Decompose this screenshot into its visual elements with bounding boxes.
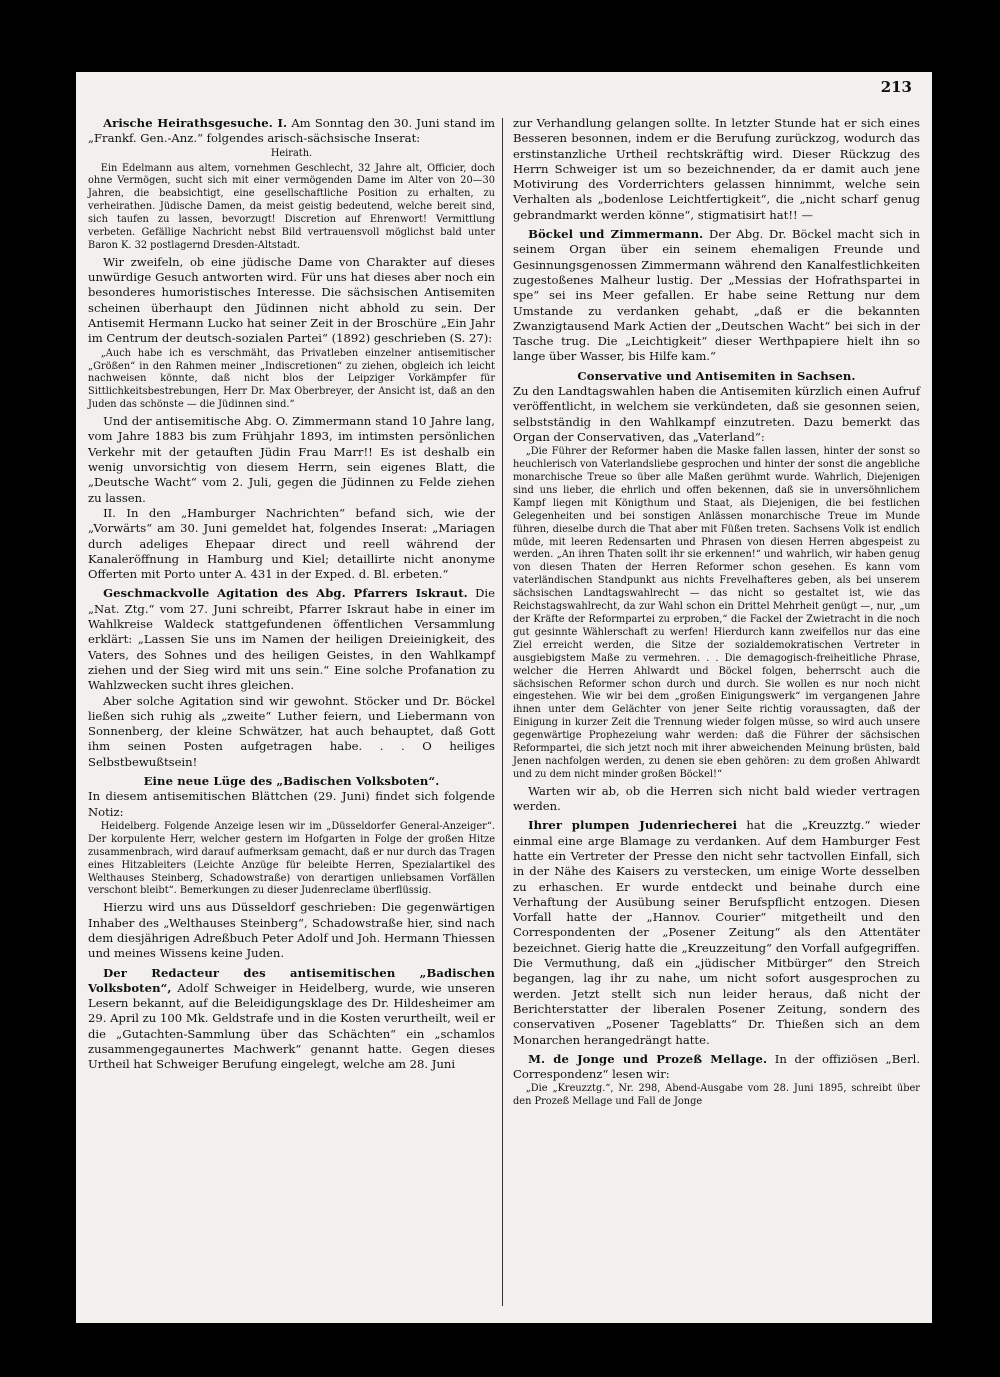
article-boeckel [513,227,920,365]
paragraph: zur Verhandlung gelangen sollte. In letzter Stunde hat er sich eines Besseren besonnen, indem er die Berufung zurückzog, wodurch das erstinstanzliche Urtheil rechtskräftig wird. Dieser Rückzug des Herrn Schweiger ist um so bezeichnender, da er damit auch jene Motivirung des Vorderrichters gelassen hinnimmt, welche sein Verhalten als „bodenlose Leichtfertigkeit“, die „nicht scharf genug gebrandmarkt werden könne“, stigmatisirt hat!! — [513,116,920,222]
article-heading-volksboten [88,774,495,789]
right-column [513,116,920,1111]
ad-text: Ein Edelmann aus altem, vornehmen Geschlecht, 32 Jahre alt, Officier, doch ohne Vermögen, sucht sich mit einer vermögenden Dame im Alter von 20—30 Jahren, die beabsichtigt, eine gesellschaftliche Position zu erhalten, zu verheirathen. Jüdische Damen, da meist geistig bedeutend, welche bereit sind, sich taufen zu lassen, bevorzugt! Discretion auf Ehrenwort! Vermittlung verbeten. Gefällige Nachricht nebst Bild vertrauensvoll möglichst bald unter Baron K. 32 postlagernd Dresden-Altstadt. [88,162,495,251]
column-divider [502,118,503,1306]
article-heading: Conservative und Antisemiten in Sachsen. [577,368,856,383]
article-heading: Böckel und Zimmermann. [528,227,704,242]
article-heading: Eine neue Lüge des „Badischen Volksboten“. [143,773,440,788]
paragraph: Zu den Landtagswahlen haben die Antisemiten kürzlich einen Aufruf veröffentlicht, in welchem sie verkündeten, daß sie gesonnen seien, selbstständig in den Wahlkampf einzutreten. Dazu bemerkt das Organ der Conservativen, das „Vaterland“: [513,384,920,444]
article-iskraut [88,586,495,693]
paragraph: Und der antisemitische Abg. O. Zimmermann stand 10 Jahre lang, vom Jahre 1883 bis zum Frühjahr 1893, im intimsten persönlichen Verkehr mit der getauften Jüdin Frau Marr!! Es ist deshalb ein wenig unvorsichtig von diesem Herrn, sein eigenes Blatt, die „Deutsche Wacht“ vom 2. Juli, gegen die Jüdinnen zu Felde ziehen zu lassen. [88,414,495,505]
article-text: Die „Nat. Ztg.“ vom 27. Juni schreibt, Pfarrer Iskraut habe in einer im Wahlkreise Waldeck stattgefundenen öffentlichen Versammlung erklärt: „Lassen Sie uns im Namen der heiligen Dreieinigkeit, des Vaters, des Sohnes und des heiligen Geistes, in den Wahlkampf ziehen und der Sieg wird mit uns sein.“ Eine solche Profanation zu Wahlzwecken sucht ihres gleichen. [88,586,495,693]
article-text: hat die „Kreuzztg.“ wieder einmal eine arge Blamage zu verdanken. Auf dem Hamburger Fest hatte ein Vertreter der Presse den nicht sehr tactvollen Einfall, sich in der Nähe des Kaisers zu verstecken, um einige Worte desselben zu erhaschen. Er wurde entdeckt und beinahe durch eine Verhaftung der Ausübung seiner Berufspflicht entzogen. Diesen Vorfall hatte der „Hannov. Courier“ mitgetheilt und den Correspondenten der „Posener Zeitung“ als den Attentäter bezeichnet. Gierig hatte die „Kreuzzeitung“ den Vorfall aufgegriffen. Die Vermuthung, daß ein „jüdischer Mitbürger“ den Streich begangen, lag ihr zu nahe, um nicht sofort ausgesprochen zu werden. Jetzt stellt sich nun leider heraus, daß nicht der Berichterstatter der liberalen Posener Zeitung, sondern des conservativen „Posener Tageblatts“ Dr. Thießen sich an dem Monarchen herangedrängt hatte. [513,818,920,1047]
left-column [88,116,495,1073]
paragraph: II. In den „Hamburger Nachrichten“ befand sich, wie der „Vorwärts“ am 30. Juni gemeldet hat, folgendes Inserat: „Mariagen durch adeliges Ehepaar direct und reell während der Kanaleröffnung in Hamburg und Kiel; detaillirte nicht anonyme Offerten mit Porto unter A. 431 in der Exped. d. Bl. erbeten.“ [88,505,495,582]
paragraph: In diesem antisemitischen Blättchen (29. Juni) findet sich folgende Notiz: [88,789,495,819]
article-heading: Der Redacteur des antisemitischen „Badischen Volksboten“, [88,965,495,995]
article-heading: Arische Heirathsgesuche. I. [103,116,288,130]
paragraph: Aber solche Agitation sind wir gewohnt. Stöcker und Dr. Böckel ließen sich ruhig als „zweite“ Luther feiern, und Liebermann von Sonnenberg, der kleine Schwätzer, hat auch behauptet, daß Gott ihm seinen Posten aufgetragen habe. . . O heiliges Selbstbewußtsein! [88,693,495,769]
article-heading: Ihrer plumpen Judenriecherei [528,818,738,833]
quotation: Heidelberg. Folgende Anzeige lesen wir im „Düsseldorfer General-Anzeiger“. Der korpulente Herr, welcher gestern im Hofgarten in Folge der großen Hitze zusammenbrach, wird darauf aufmerksam gemacht, daß er nur durch das Tragen eines Hitzableiters (Leichte Anzüge für beleibte Herren, Spezialartikel des Welthauses Steinberg, Schadowstraße) von derartigen unliebsamen Vorfällen verschont bleibt“. Bemerkungen zu dieser Judenreclame überflüssig. [88,820,495,897]
article-heiratsgesuche [88,116,495,147]
paragraph: Warten wir ab, ob die Herren sich nicht bald wieder vertragen werden. [513,783,920,814]
article-text: Adolf Schweiger in Heidelberg, wurde, wie unseren Lesern bekannt, auf die Beleidigungsklage des Dr. Hildesheimer am 29. April zu 100 Mk. Geldstrafe und in die Kosten verurtheilt, weil er die „Gutachten-Sammlung über das Schächten“ ein „schamlos zusammengegaunertes Machwerk“ genannt hatte. Gegen dieses Urtheil hat Schweiger Berufung eingelegt, welche am 28. Juni [88,980,495,1072]
article-judenriecherei [513,818,920,1047]
newspaper-page [76,72,932,1323]
paragraph: Wir zweifeln, ob eine jüdische Dame von Charakter auf dieses unwürdige Gesuch antworten wird. Für uns hat dieses aber noch ein besonderes humoristisches Interesse. Die sächsischen Antisemiten scheinen überhaupt den Jüdinnen nicht abhold zu sein. Der Antisemit Hermann Lucko hat seiner Zeit in der Broschüre „Ein Jahr im Centrum der deutsch-sozialen Partei“ (1892) geschrieben (S. 27): [88,254,495,346]
ad-title: Heirath. [270,147,313,159]
article-text: Der Abg. Dr. Böckel macht sich in seinem Organ über ein seinem ehemaligen Freunde und Gesinnungsgenossen Zimmermann während den Kanalfestlichkeiten zugestoßenes Malheur lustig. Der „Messias der Hofrathspartei in spe“ sei ins Meer gefallen. Er habe seine Rettung nur dem Umstande zu verdanken gehabt, „daß er die bekannten Zwanzigtausend Mark Actien der „Deutschen Wacht“ bei sich in der Tasche trug. Die „Leichtigkeit“ dieser Werthpapiere hielt ihn so lange über Wasser, bis Hilfe kam.“ [513,227,920,364]
article-text: In der offiziösen „Berl. Correspondenz“ lesen wir: [513,1051,921,1082]
article-heading: Geschmackvolle Agitation des Abg. Pfarrers Iskraut. [103,586,468,601]
page-number: 213 [880,78,912,96]
article-text: Am Sonntag den 30. Juni stand im „Frankf. Gen.-Anz.“ folgendes arisch-sächsische Inserat: [88,116,496,146]
article-heading: M. de Jonge und Prozeß Mellage. [528,1051,768,1066]
paragraph: Hierzu wird uns aus Düsseldorf geschrieben: Die gegenwärtigen Inhaber des „Welthauses Steinberg“, Schadowstraße hier, sind nach dem diesjährigen Adreßbuch Peter Adolf und Joh. Hermann Thiessen und meines Wissens keine Juden. [88,900,495,961]
quotation: „Auch habe ich es verschmäht, das Privatleben einzelner antisemitischer „Größen“ in den Rahmen meiner „Indiscretionen“ zu ziehen, obgleich ich leicht nachweisen könnte, daß nicht blos der Leipziger Vorkämpfer für Sittlichkeitsbestrebungen, Herr Dr. Max Oberbreyer, der Ansicht ist, daß an den Juden das schönste — die Jüdinnen sind.“ [88,347,495,411]
article-redacteur [88,966,495,1073]
article-de-jonge [513,1052,920,1083]
quotation: „Die „Kreuzztg.“, Nr. 298, Abend-Ausgabe vom 28. Juni 1895, schreibt über den Prozeß Mellage und Fall de Jonge [513,1083,920,1108]
article-heading-sachsen [513,369,920,384]
quotation: „Die Führer der Reformer haben die Maske fallen lassen, hinter der sonst so heuchlerisch von Vaterlandsliebe gesprochen und hinter der sonst die angebliche monarchische Treue so über alle Maßen gerühmt wurde. Wahrlich, Diejenigen sind uns lieber, die ehrlich und offen bekennen, daß sie in unversöhnlichem Kampf liegen mit Königthum und Staat, als Diejenigen, die bei festlichen Gelegenheiten und bei sonstigen Anlässen monarchische Treue im Munde führen, dieselbe durch die That aber mit Füßen treten. Sachsens Volk ist endlich müde, mit leeren Redensarten und Phrasen von diesen Herren abgespeist zu werden. „An ihren Thaten sollt ihr sie erkennen!“ und wahrlich, wir haben genug von diesen Thaten der Herren Reformer schon gesehen. Es kann vom vaterländischen Standpunkt aus nichts Frevelhafteres geben, als bei unserem sächsischen Landtagswahlrecht — das nicht so gestaltet ist, wie das Reichstagswahlrecht, da zur Wahl schon ein Drittel Mehrheit genügt —, nur, „um der Kräfte der Reformpartei zu erproben,“ die Fackel der Zwietracht in die noch gut gesinnte Wählerschaft zu werfen! Hierdurch kann zweifellos nur das eine Ziel erreicht werden, die Sitze der sozialdemokratischen Vertreter in ausgiebigstem Maße zu vermehren. . . Die demagogisch-freiheitliche Phrase, welcher die Herren Ahlwardt und Böckel folgen, beherrscht auch die sächsischen Reformer schon durch und durch. Sie wollen es nur noch nicht eingestehen. Wie wir bei dem „großen Einigungswerk“ im vergangenen Jahre ihnen unter dem Gelächter von jener Seite richtig voraussagten, daß der Einigung in kurzer Zeit die Trennung wieder folgen müsse, so wird auch unsere gegenwärtige Prophezeiung wahr werden: daß die Führer der sächsischen Reformpartei, die sich jetzt noch mit ihrer abweichenden Meinung brüsten, bald Jenen nachfolgen werden, zu denen sie eben gehören: zu dem großen Ahlwardt und zu dem nicht minder großen Böckel!“ [513,446,920,780]
